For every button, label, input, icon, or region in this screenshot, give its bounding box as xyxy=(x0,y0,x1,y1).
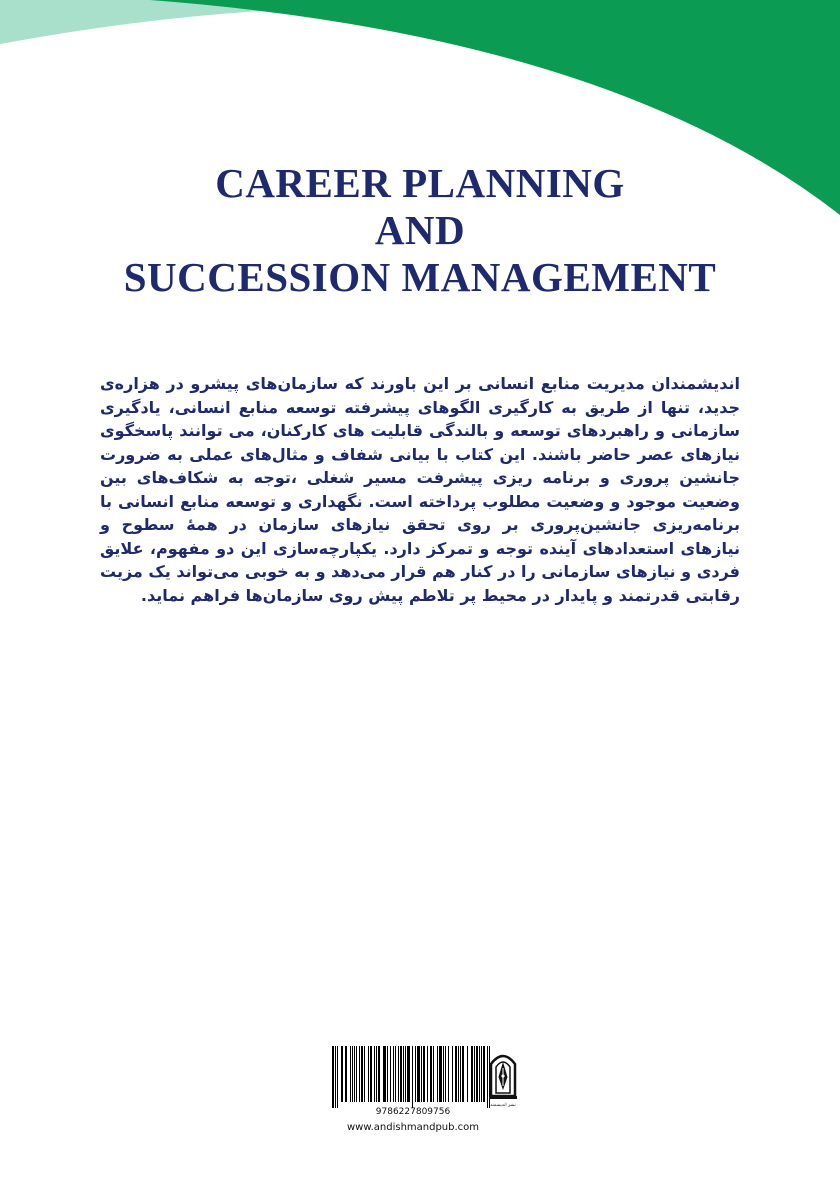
barcode-bar xyxy=(341,1046,343,1102)
barcode-bar xyxy=(356,1046,357,1102)
barcode-bar xyxy=(437,1046,438,1102)
barcode-bar xyxy=(395,1046,396,1102)
barcode-bar xyxy=(452,1046,453,1102)
publisher-url: www.andishmandpub.com xyxy=(346,1122,480,1133)
barcode-bar xyxy=(345,1046,347,1102)
logo-caption: نشر اندیشمند xyxy=(490,1103,516,1108)
barcode-bar xyxy=(374,1046,375,1102)
barcode-bar xyxy=(423,1046,425,1102)
barcode-bar xyxy=(376,1046,377,1102)
pen-nib-arch-logo xyxy=(488,1046,518,1110)
barcode-bar xyxy=(481,1046,482,1102)
barcode-bar xyxy=(407,1046,410,1102)
barcode-bar xyxy=(467,1046,468,1102)
barcode-bar xyxy=(405,1046,406,1102)
barcode-bar xyxy=(483,1046,485,1102)
barcode-bar xyxy=(335,1046,336,1108)
barcode-bar xyxy=(352,1046,353,1102)
barcode-bar xyxy=(378,1046,380,1102)
barcode-bar xyxy=(443,1046,444,1102)
barcode-bar xyxy=(400,1046,402,1102)
barcode-bar xyxy=(332,1046,334,1108)
barcode-bar xyxy=(455,1046,457,1102)
barcode-bar xyxy=(415,1046,416,1102)
isbn-number: 9786227809756 xyxy=(375,1107,451,1117)
barcode-bar xyxy=(337,1046,338,1108)
barcode-bar xyxy=(445,1046,446,1102)
barcode-bar xyxy=(403,1046,404,1102)
back-cover-blurb: اندیشمندان مدیریت منابع انسانی بر این باورند که سازمان‌های پیشرو در هزاره‌ی جدید، تنها از طریق به کارگیری الگوهای پیشرفته توسعه منابع انسانی، یادگیری سازمانی و راهبردهای توسعه و بالندگی قابلیت های کارکنان، می توانند پاسخگوی نیازهای عصر حاضر باشند. این کتاب با بیانی شفاف و مثال‌های عملی به ضرورت جانشین پروری و برنامه ریزی پیشرفت مسیر شغلی ،توجه به شکاف‌های بین وضعیت موجود و وضعیت مطلوب پرداخته است. نگهداری و توسعه منابع انسانی با برنامه‌ریزی جانشین‌پروری بر روی تحقق نیازهای سازمان در همهٔ سطوح و نیازهای استعدادهای آینده توجه و تمرکز دارد. یکپارچه‌سازی این دو مفهوم، علایق فردی و نیازهای سازمانی را در کنار هم قرار می‌دهد و به خوبی می‌تواند یک مزیت رقابتی قدرتمند و پایدار در محیط پر تلاطم پیش روی سازمان‌ها فراهم نماید. xyxy=(100,374,740,605)
barcode-bar xyxy=(460,1046,461,1102)
barcode-bar xyxy=(417,1046,420,1102)
barcode-bar xyxy=(398,1046,399,1102)
barcode-bar xyxy=(439,1046,442,1102)
barcode-bar xyxy=(412,1046,413,1108)
barcode-bar xyxy=(383,1046,386,1102)
title-line-3: SUCCESSION MANAGEMENT xyxy=(123,254,717,300)
barcode-bar xyxy=(427,1046,428,1102)
barcode-bar xyxy=(354,1046,355,1102)
barcode-bar xyxy=(361,1046,363,1102)
title-line-2: AND xyxy=(374,207,466,253)
barcode-bar xyxy=(390,1046,391,1102)
isbn-barcode xyxy=(328,1046,498,1108)
barcode-bar xyxy=(370,1046,372,1102)
barcode-bar xyxy=(476,1046,478,1102)
barcode-bar xyxy=(368,1046,369,1102)
barcode-bar xyxy=(433,1046,434,1102)
barcode-bar xyxy=(393,1046,394,1102)
barcode-bar xyxy=(479,1046,480,1102)
barcode-block xyxy=(328,1046,518,1138)
barcode-bar xyxy=(474,1046,475,1102)
barcode-bar xyxy=(458,1046,459,1102)
barcode-bar xyxy=(462,1046,464,1102)
barcode-bar xyxy=(387,1046,388,1102)
barcode-bar xyxy=(471,1046,473,1102)
barcode-bar xyxy=(359,1046,360,1102)
barcode-bar xyxy=(448,1046,449,1102)
barcode-bar xyxy=(350,1046,351,1102)
title-line-1: CAREER PLANNING xyxy=(215,160,625,206)
book-title xyxy=(0,160,840,301)
barcode-bar xyxy=(430,1046,432,1102)
barcode-bar xyxy=(364,1046,365,1102)
barcode-bar xyxy=(421,1046,422,1102)
